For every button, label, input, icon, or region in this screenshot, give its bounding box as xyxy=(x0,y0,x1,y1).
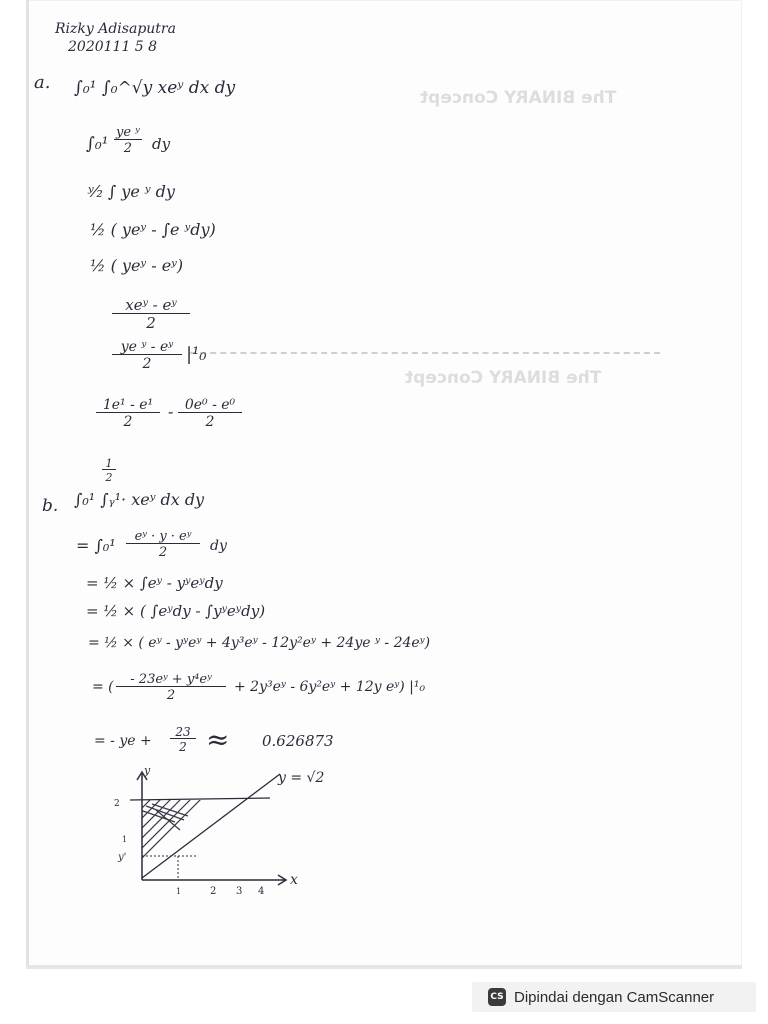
student-id: 2020111 5 8 xyxy=(68,39,158,55)
part-b-line-4: = ½ × ( ∫eʸdy - ∫yʸeʸdy) xyxy=(86,602,266,620)
fraction-numerator: eʸ · y · eʸ xyxy=(134,529,192,544)
fraction-numerator: 0e⁰ - e⁰ xyxy=(184,397,236,413)
y-tick-label: y' xyxy=(118,852,127,863)
fraction-denominator: 2 xyxy=(178,412,242,429)
part-a-line-7-bounds: |¹₀ xyxy=(186,344,207,365)
part-a-line-8-minus: - xyxy=(168,402,174,421)
part-a-line-8-fraction-a xyxy=(96,398,160,429)
part-b-line-2-prefix: = ∫₀¹ xyxy=(76,536,116,555)
part-b-line-7-prefix: = - ye + xyxy=(94,733,152,749)
fraction-denominator: 2 xyxy=(112,313,190,331)
fraction-numerator: xeʸ - eʸ xyxy=(125,296,177,314)
part-b-line-6-tail: + 2y³eʸ - 6y²eʸ + 12y eʸ) |¹₀ xyxy=(234,679,426,695)
fraction-denominator: 2 xyxy=(112,354,182,371)
part-a-answer xyxy=(102,458,116,483)
part-b-label: b. xyxy=(42,496,59,516)
y-tick-label: 1 xyxy=(122,835,128,844)
part-b-line-5: = ½ × ( eʸ - yʸeʸ + 4y³eʸ - 12y²eʸ + 24ye ʸ - 24eʸ) xyxy=(88,635,431,651)
sheet-edge-bottom xyxy=(26,965,742,969)
fraction-numerator: 23 xyxy=(175,725,191,739)
part-b-line-3: = ½ × ∫eʸ - yʸeʸdy xyxy=(86,574,223,592)
fraction-denominator: 2 xyxy=(126,543,200,559)
fraction-denominator: 2 xyxy=(102,469,116,483)
part-a-line-1: ∫₀¹ ∫₀^√y xeʸ dx dy xyxy=(74,78,236,98)
x-tick-label: 4 xyxy=(258,886,265,897)
fraction-denominator: 2 xyxy=(170,738,196,753)
bleed-through-rule xyxy=(190,352,660,354)
part-a-line-7-fraction xyxy=(112,340,182,371)
part-a-line-4: ½ ( yeʸ - ∫e ʸdy) xyxy=(90,220,216,239)
fraction-numerator: ye ʸ - eʸ xyxy=(120,339,174,355)
boundary-curve xyxy=(142,774,280,878)
bleed-through-text-1: The BINARY Concept xyxy=(420,88,617,108)
horizontal-boundary xyxy=(130,798,270,800)
part-b-line-2-fraction xyxy=(126,530,200,559)
part-a-line-3: ʸ⁄₂ ∫ ye ʸ dy xyxy=(88,182,175,201)
sheet-edge-left xyxy=(26,0,29,968)
camscanner-watermark xyxy=(472,982,756,1012)
x-axis-label: x xyxy=(290,872,298,888)
part-b-result-value: 0.626873 xyxy=(262,732,334,750)
part-a-line-2-tail: dy xyxy=(152,135,171,153)
part-a-line-6-fraction xyxy=(112,298,190,331)
y-tick-label: 2 xyxy=(114,799,120,809)
shaded-region xyxy=(130,770,230,870)
part-b-line-6-prefix: = ( xyxy=(92,679,114,695)
part-a-line-5: ½ ( yeʸ - eʸ) xyxy=(90,256,184,275)
part-b-line-7-fraction xyxy=(170,726,196,753)
x-tick-label: 2 xyxy=(210,886,217,897)
part-b-line-2-tail: dy xyxy=(210,538,227,554)
part-a-line-2-fraction xyxy=(114,126,142,155)
curve-label: y = √2 xyxy=(278,770,325,786)
fraction-denominator: 2 xyxy=(114,139,142,155)
camscanner-logo-icon: CS xyxy=(488,988,506,1006)
part-a-line-8-fraction-b xyxy=(178,398,242,429)
part-b-approx-sign: ≈ xyxy=(206,723,230,756)
fraction-numerator: ye ʸ xyxy=(116,125,140,140)
fraction-numerator: 1e¹ - e¹ xyxy=(102,397,154,413)
fraction-denominator: 2 xyxy=(96,412,160,429)
fraction-denominator: 2 xyxy=(116,686,226,702)
x-tick-label: 1 xyxy=(176,887,182,896)
fraction-numerator: - 23eʸ + y⁴eʸ xyxy=(130,672,212,687)
y-axis-label: y xyxy=(144,764,151,777)
camscanner-text: Dipindai dengan CamScanner xyxy=(514,988,715,1006)
region-sketch xyxy=(100,760,340,900)
part-a-line-2-integral: ∫₀¹ xyxy=(86,134,109,154)
fraction-numerator: 1 xyxy=(105,457,113,470)
part-b-line-1: ∫₀¹ ∫ᵧ¹· xeʸ dx dy xyxy=(74,490,205,509)
student-name: Rizky Adisaputra xyxy=(55,21,176,37)
x-tick-label: 3 xyxy=(236,886,243,897)
bleed-through-text-2: The BINARY Concept xyxy=(405,368,602,388)
part-a-label: a. xyxy=(34,72,51,93)
part-b-line-6-fraction xyxy=(116,673,226,702)
